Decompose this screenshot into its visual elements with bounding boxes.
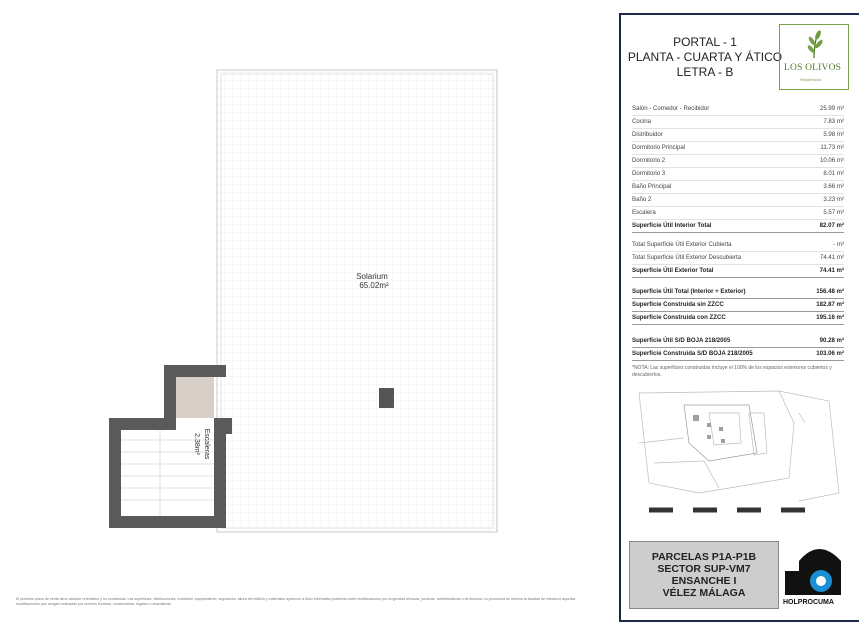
row-dormitorio-3: Dormitorio 3 8.01 m² — [632, 168, 844, 181]
los-olivos-logo — [779, 24, 849, 90]
solarium-label: Solarium — [356, 272, 388, 281]
row-cocina: Cocina 7.83 m² — [632, 116, 844, 129]
holprocuma-logo — [785, 543, 855, 595]
title-portal: PORTAL - 1 — [673, 35, 737, 49]
row-construida-con-zzcc: Superficie Construida con ZZCC 195.16 m² — [632, 312, 844, 325]
surface-note: *NOTA: Las superficies construidas incluye el 100% de los espacios exteriores cubiertos y descubiertos. — [632, 365, 832, 378]
row-bano-principal: Baño Principal 3.66 m² — [632, 181, 844, 194]
row-distribuidor: Distribuidor 5.98 m² — [632, 129, 844, 142]
row-exterior-descubierta: Total Superficie Útil Exterior Descubierta 74.41 m² — [632, 252, 844, 265]
info-panel — [619, 13, 859, 622]
row-construida-sin-zzcc: Superficie Construida sin ZZCC 182.87 m² — [632, 299, 844, 312]
row-bano-2: Baño 2 3.23 m² — [632, 194, 844, 207]
row-util-exterior-total: Superficie Útil Exterior Total 74.41 m² — [632, 265, 844, 278]
row-exterior-cubierta: Total Superficie Útil Exterior Cubierta - m² — [632, 239, 844, 252]
row-util-total: Superficie Útil Total (Interior + Exterior) 156.48 m² — [632, 286, 844, 299]
title-planta: PLANTA - CUARTA Y ÁTICO — [627, 50, 783, 64]
row-util-boja: Superficie Útil S/D BOJA 218/2005 90.28 m² — [632, 335, 844, 348]
solarium-area — [217, 70, 497, 532]
parcel-line-3: ENSANCHE I — [671, 575, 737, 587]
row-util-interior-total: Superficie Útil Interior Total 82.07 m² — [632, 220, 844, 233]
title-letra: LETRA - B — [676, 65, 734, 79]
row-escalera: Escalera 5.57 m² — [632, 207, 844, 220]
olive-branch-icon — [804, 29, 824, 59]
escaleras-area-label: 2.38m² — [193, 433, 200, 455]
parcel-line-2: SECTOR SUP-VM7 — [657, 563, 751, 575]
row-dormitorio-2: Dormitorio 2 10.06 m² — [632, 155, 844, 168]
legal-disclaimer: El presente plano de venta tiene carácter orientativo y no contractual. Las superficies, distribuciones, mobiliario, equipamiento, vegetación, altura del edificio y materiales aparecen a título informativo pudiendo sufrir modificaciones por exigencias técnicas, jurídicas, administrativas o de licencia. La promotora se reserva la facultad de introducir aquellas modificaciones que vengan motivadas por razones técnicas, constructivas, legales o urbanísticas. — [16, 597, 576, 606]
stair-landing — [176, 377, 214, 418]
solarium-area-label: 65.02m² — [359, 281, 389, 290]
row-salon: Salón - Comedor - Recibidor 25.99 m² — [632, 103, 844, 116]
escaleras-label: Escaleras — [203, 428, 210, 460]
row-construida-boja: Superficie Construida S/D BOJA 218/2005 103.06 m² — [632, 348, 844, 361]
developer-name: HOLPROCUMA — [783, 599, 834, 606]
parcel-line-4: VÉLEZ MÁLAGA — [662, 587, 746, 599]
location-map — [629, 383, 849, 513]
logo-sub: Residencial — [800, 77, 821, 82]
row-dormitorio-principal: Dormitorio Principal 11.73 m² — [632, 142, 844, 155]
pillar — [379, 388, 394, 408]
parcel-info-box — [629, 541, 779, 609]
logo-name: LOS OLIVOS — [784, 63, 842, 73]
parcel-line-1: PARCELAS P1A-P1B — [651, 551, 757, 563]
